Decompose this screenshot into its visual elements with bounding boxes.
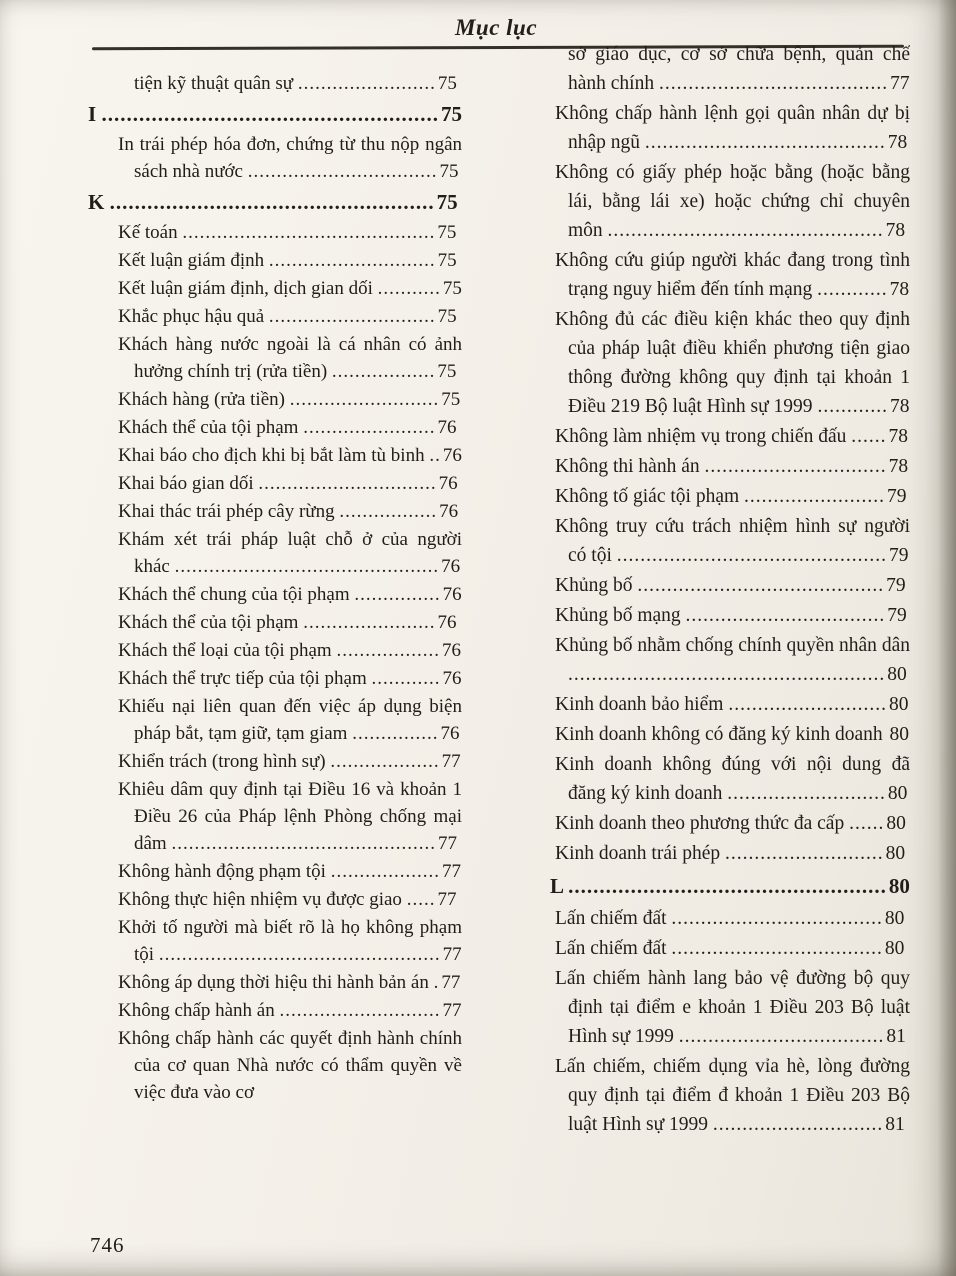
dot-leader: ............................................ bbox=[182, 222, 436, 243]
toc-entry bbox=[550, 934, 910, 963]
dot-leader: ................................. bbox=[247, 161, 438, 182]
toc-entry-text: Kết luận giám định, dịch gian dối bbox=[118, 278, 373, 299]
toc-column-right bbox=[550, 40, 910, 1140]
dot-leader: ...................................................... bbox=[568, 664, 886, 685]
toc-entry-text: Kinh doanh trái phép bbox=[555, 843, 721, 864]
toc-entry bbox=[88, 386, 462, 413]
toc-entry bbox=[88, 886, 462, 913]
toc-entry-page-number: 80 bbox=[884, 938, 905, 959]
dot-leader: .......................... bbox=[289, 389, 440, 410]
toc-entry-page-number: 80 bbox=[888, 694, 909, 715]
dot-leader: ............................. bbox=[268, 250, 436, 271]
toc-entry-text: Khủng bố bbox=[555, 575, 633, 596]
toc-entry-page-number: 75 bbox=[442, 278, 462, 299]
dot-leader: ..... bbox=[406, 889, 436, 910]
toc-entry-text: Khiển trách (trong hình sự) bbox=[118, 751, 326, 772]
toc-entry-text: I bbox=[88, 102, 97, 126]
toc-entry-text: Kinh doanh không có đăng ký kinh doanh bbox=[555, 724, 883, 745]
toc-entry bbox=[550, 720, 910, 749]
toc-entry-page-number: 77 bbox=[441, 751, 461, 772]
toc-entry-text: tiện kỹ thuật quân sự bbox=[134, 73, 294, 94]
toc-entry-page-number: 78 bbox=[888, 456, 909, 477]
dot-leader: ............... bbox=[354, 584, 441, 605]
toc-entry bbox=[88, 414, 462, 441]
dot-leader: ...... bbox=[849, 813, 885, 834]
dot-leader: .. bbox=[429, 445, 441, 466]
toc-entry-text: Khai báo cho địch khi bị bắt làm tù binh bbox=[118, 445, 425, 466]
toc-entry-page-number: 77 bbox=[437, 889, 457, 910]
toc-entry-page-number: 75 bbox=[436, 190, 458, 214]
toc-entry-text: Không áp dụng thời hiệu thi hành bản án bbox=[118, 972, 429, 993]
toc-entry bbox=[88, 858, 462, 885]
toc-entry-text: Khiêu dâm quy định tại Điều 16 và khoản 1 Điều 26 của Pháp lệnh Phòng chống mại dâm bbox=[118, 779, 462, 854]
toc-entry-text: Khủng bố mạng bbox=[555, 605, 681, 626]
dot-leader: ................... bbox=[330, 751, 440, 772]
toc-entry-text: Khách thể chung của tội phạm bbox=[118, 584, 350, 605]
page-header-title: Mục lục bbox=[454, 15, 538, 40]
dot-leader: ................. bbox=[339, 501, 438, 522]
toc-entry-text: Khách hàng nước ngoài là cá nhân có ảnh hưởng chính trị (rửa tiền) bbox=[118, 334, 462, 382]
toc-entry-text: K bbox=[88, 190, 105, 214]
toc-entry-text: Không có giấy phép hoặc bằng (hoặc bằng lái, bằng lái xe) hoặc chứng chỉ chuyên môn bbox=[555, 162, 910, 241]
toc-entry bbox=[88, 331, 462, 385]
toc-entry bbox=[550, 99, 910, 157]
toc-entry-text: Không cứu giúp người khác đang trong tình trạng nguy hiểm đến tính mạng bbox=[555, 250, 910, 300]
toc-entry bbox=[88, 1025, 462, 1106]
toc-entry bbox=[88, 526, 462, 580]
toc-entry bbox=[88, 470, 462, 497]
toc-entry-page-number: 75 bbox=[440, 102, 462, 126]
toc-entry bbox=[88, 219, 462, 246]
toc-entry-page-number: 76 bbox=[442, 445, 462, 466]
toc-entry-page-number: 77 bbox=[442, 1000, 462, 1021]
toc-section-letter bbox=[550, 872, 910, 901]
toc-entry-text: Không truy cứu trách nhiệm hình sự người có tội bbox=[555, 516, 910, 566]
toc-entry-page-number: 75 bbox=[437, 306, 457, 327]
dot-leader: ................... bbox=[330, 861, 440, 882]
toc-entry-text: Không thực hiện nhiệm vụ được giao bbox=[118, 889, 402, 910]
toc-entry-text: Không tố giác tội phạm bbox=[555, 486, 740, 507]
toc-entry-page-number: 75 bbox=[441, 389, 461, 410]
toc-entry-page-number: 79 bbox=[887, 605, 907, 626]
toc-entry-text: In trái phép hóa đơn, chứng từ thu nộp ngân sách nhà nước bbox=[118, 134, 462, 182]
toc-entry-text: Khai thác trái phép cây rừng bbox=[118, 501, 335, 522]
dot-leader: ........................ bbox=[297, 73, 436, 94]
toc-entry-page-number: 75 bbox=[437, 73, 457, 94]
toc-entry-text: sở giáo dục, cơ sở chữa bệnh, quản chế hành chính bbox=[568, 44, 910, 94]
toc-entry-text: Khủng bố nhằm chống chính quyền nhân dân bbox=[555, 635, 910, 656]
toc-entry-text: Kế toán bbox=[118, 222, 178, 243]
toc-entry-page-number: 78 bbox=[888, 426, 908, 447]
toc-entry-text: Khách thể trực tiếp của tội phạm bbox=[118, 668, 367, 689]
toc-entry-page-number: 76 bbox=[442, 584, 462, 605]
toc-entry-page-number: 77 bbox=[442, 944, 462, 965]
toc-entry-page-number: 77 bbox=[441, 861, 461, 882]
toc-entry bbox=[88, 776, 462, 857]
toc-entry-page-number: 80 bbox=[884, 908, 905, 929]
toc-entry-text: Khai báo gian dối bbox=[118, 473, 254, 494]
toc-entry-text: Không đủ các điều kiện khác theo quy định của pháp luật điều khiển phương tiện giao thông đường không quy định tại khoản 1 Điều 219 Bộ luật Hình sự 1999 bbox=[555, 309, 910, 417]
toc-entry-page-number: 80 bbox=[887, 783, 908, 804]
toc-entry-text: Lấn chiếm hành lang bảo vệ đường bộ quy định tại điểm e khoản 1 Điều 203 Bộ luật Hình sự 1999 bbox=[555, 968, 910, 1047]
toc-entry-page-number: 80 bbox=[886, 813, 906, 834]
toc-entry-text: Khách thể của tội phạm bbox=[118, 612, 299, 633]
toc-entry-text: Kinh doanh không đúng với nội dung đã đăng ký kinh doanh bbox=[555, 754, 910, 804]
dot-leader: ....................................... bbox=[658, 73, 889, 94]
toc-entry bbox=[88, 303, 462, 330]
dot-leader: ...................................................... bbox=[101, 102, 439, 126]
dot-leader: .............................................. bbox=[171, 833, 436, 854]
toc-entry-text: Không thi hành án bbox=[555, 456, 700, 477]
toc-entry-page-number: 75 bbox=[437, 222, 457, 243]
toc-entry bbox=[88, 693, 462, 747]
toc-entry-text: Lấn chiếm đất bbox=[555, 938, 667, 959]
toc-entry bbox=[88, 609, 462, 636]
dot-leader: .................................... bbox=[671, 908, 883, 929]
toc-entry bbox=[88, 581, 462, 608]
toc-entry-page-number: 80 bbox=[887, 664, 907, 685]
dot-leader: ............................................... bbox=[607, 220, 884, 241]
toc-entry-page-number: 75 bbox=[437, 250, 457, 271]
dot-leader: ........... bbox=[377, 278, 441, 299]
toc-entry-text: Lấn chiếm, chiếm dụng vỉa hè, lòng đường quy định tại điểm đ khoản 1 Điều 203 Bộ luật Hình sự 1999 bbox=[555, 1056, 910, 1135]
toc-entry-text: Không hành động phạm tội bbox=[118, 861, 326, 882]
dot-leader: ............................ bbox=[279, 1000, 441, 1021]
toc-entry-page-number: 78 bbox=[889, 396, 910, 417]
toc-entry bbox=[550, 1052, 910, 1139]
dot-leader: ............ bbox=[817, 396, 888, 417]
toc-entry-page-number: 75 bbox=[437, 361, 457, 382]
toc-entry bbox=[88, 247, 462, 274]
toc-entry-page-number: 75 bbox=[439, 161, 459, 182]
dot-leader: ............... bbox=[352, 723, 439, 744]
toc-entry-text: Không chấp hành lệnh gọi quân nhân dự bị nhập ngũ bbox=[555, 103, 910, 153]
toc-entry-page-number: 76 bbox=[438, 473, 458, 494]
toc-entry bbox=[550, 40, 910, 98]
dot-leader: ............ bbox=[817, 279, 888, 300]
dot-leader: ............................. bbox=[268, 306, 436, 327]
toc-entry bbox=[88, 969, 462, 996]
dot-leader: ............................... bbox=[704, 456, 887, 477]
dot-leader: ...... bbox=[851, 426, 887, 447]
toc-entry bbox=[550, 571, 910, 600]
toc-entry-page-number: 78 bbox=[885, 220, 906, 241]
toc-entry-text: Khách thể loại của tội phạm bbox=[118, 640, 332, 661]
toc-entry-page-number: 76 bbox=[441, 556, 461, 577]
dot-leader: ........................... bbox=[727, 783, 886, 804]
dot-leader: .................................................... bbox=[109, 190, 435, 214]
toc-entry bbox=[550, 482, 910, 511]
toc-entry bbox=[88, 637, 462, 664]
dot-leader: .......................................... bbox=[637, 575, 885, 596]
toc-entry bbox=[550, 158, 910, 245]
toc-entry-text: Khắc phục hậu quả bbox=[118, 306, 265, 327]
toc-entry bbox=[550, 512, 910, 570]
toc-entry-page-number: 77 bbox=[437, 833, 457, 854]
toc-entry bbox=[550, 964, 910, 1051]
toc-entry bbox=[550, 690, 910, 719]
dot-leader: .................. bbox=[331, 361, 436, 382]
dot-leader: ................................... bbox=[678, 1026, 885, 1047]
dot-leader: .................................. bbox=[685, 605, 886, 626]
dot-leader: .............................................. bbox=[174, 556, 440, 577]
toc-entry bbox=[550, 422, 910, 451]
toc-entry-text: Kinh doanh theo phương thức đa cấp bbox=[555, 813, 845, 834]
toc-entry bbox=[550, 809, 910, 838]
toc-entry-page-number: 81 bbox=[885, 1114, 905, 1135]
toc-entry-page-number: 80 bbox=[889, 724, 910, 745]
toc-entry-text: Khởi tố người mà biết rõ là họ không phạm tội bbox=[118, 917, 462, 965]
dot-leader: ........................... bbox=[728, 694, 887, 715]
toc-entry bbox=[550, 452, 910, 481]
toc-entry-page-number: 77 bbox=[441, 972, 461, 993]
toc-entry bbox=[88, 131, 462, 185]
toc-entry-page-number: 76 bbox=[442, 668, 462, 689]
dot-leader: ........................ bbox=[744, 486, 886, 507]
toc-column-left bbox=[88, 70, 462, 1107]
toc-entry bbox=[88, 914, 462, 968]
toc-entry bbox=[550, 305, 910, 421]
toc-entry-text: Không chấp hành án bbox=[118, 1000, 275, 1021]
toc-entry-text: Không làm nhiệm vụ trong chiến đấu bbox=[555, 426, 847, 447]
toc-entry bbox=[88, 748, 462, 775]
toc-entry-page-number: 78 bbox=[887, 132, 908, 153]
dot-leader: ................................................. bbox=[158, 944, 441, 965]
toc-entry-page-number: 77 bbox=[890, 73, 910, 94]
page-number: 746 bbox=[90, 1233, 125, 1257]
toc-entry-text: Kết luận giám định bbox=[118, 250, 265, 271]
toc-entry-page-number: 79 bbox=[887, 486, 907, 507]
toc-entry bbox=[550, 839, 910, 868]
dot-leader: ............................... bbox=[258, 473, 437, 494]
dot-leader: .................. bbox=[336, 640, 440, 661]
toc-entry-text: Kinh doanh bảo hiểm bbox=[555, 694, 724, 715]
toc-entry bbox=[88, 275, 462, 302]
toc-entry-text: Khám xét trái pháp luật chỗ ở của người khác bbox=[118, 529, 462, 577]
toc-entry-page-number: 76 bbox=[439, 501, 459, 522]
toc-entry-page-number: 76 bbox=[440, 723, 460, 744]
toc-entry bbox=[88, 498, 462, 525]
toc-entry-page-number: 79 bbox=[886, 575, 906, 596]
dot-leader: ........................... bbox=[725, 843, 884, 864]
toc-entry bbox=[88, 442, 462, 469]
toc-entry bbox=[550, 246, 910, 304]
toc-entry-page-number: 80 bbox=[888, 874, 910, 898]
toc-entry bbox=[88, 997, 462, 1024]
dot-leader: . bbox=[433, 972, 440, 993]
toc-entry-page-number: 76 bbox=[437, 612, 457, 633]
dot-leader: ....................... bbox=[303, 612, 436, 633]
toc-entry-page-number: 76 bbox=[437, 417, 457, 438]
dot-leader: ......................................... bbox=[644, 132, 886, 153]
toc-section-letter bbox=[88, 101, 462, 128]
toc-entry-page-number: 76 bbox=[441, 640, 461, 661]
toc-entry-text: Khách hàng (rửa tiền) bbox=[118, 389, 285, 410]
toc-entry-text: Không chấp hành các quyết định hành chính của cơ quan Nhà nước có thẩm quyền về việc đưa vào cơ bbox=[118, 1028, 462, 1103]
dot-leader: .............................................. bbox=[616, 545, 887, 566]
dot-leader: ................................................... bbox=[568, 874, 887, 898]
toc-entry-page-number: 81 bbox=[886, 1026, 906, 1047]
toc-entry-page-number: 78 bbox=[889, 279, 910, 300]
toc-entry bbox=[550, 631, 910, 689]
toc-entry bbox=[550, 601, 910, 630]
toc-entry-text: Khách thể của tội phạm bbox=[118, 417, 299, 438]
dot-leader: ....................... bbox=[303, 417, 436, 438]
toc-entry bbox=[88, 70, 462, 97]
toc-entry bbox=[550, 904, 910, 933]
toc-entry-text: L bbox=[550, 874, 563, 898]
toc-entry-page-number: 80 bbox=[885, 843, 906, 864]
toc-entry bbox=[550, 750, 910, 808]
dot-leader: .................................... bbox=[671, 938, 883, 959]
toc-entry-page-number: 79 bbox=[889, 545, 909, 566]
dot-leader: ............................. bbox=[712, 1114, 884, 1135]
toc-entry-text: Khiếu nại liên quan đến việc áp dụng biện pháp bắt, tạm giữ, tạm giam bbox=[118, 696, 462, 744]
dot-leader: ............ bbox=[371, 668, 441, 689]
toc-entry bbox=[88, 665, 462, 692]
toc-section-letter bbox=[88, 189, 462, 216]
toc-entry-text: Lấn chiếm đất bbox=[555, 908, 667, 929]
